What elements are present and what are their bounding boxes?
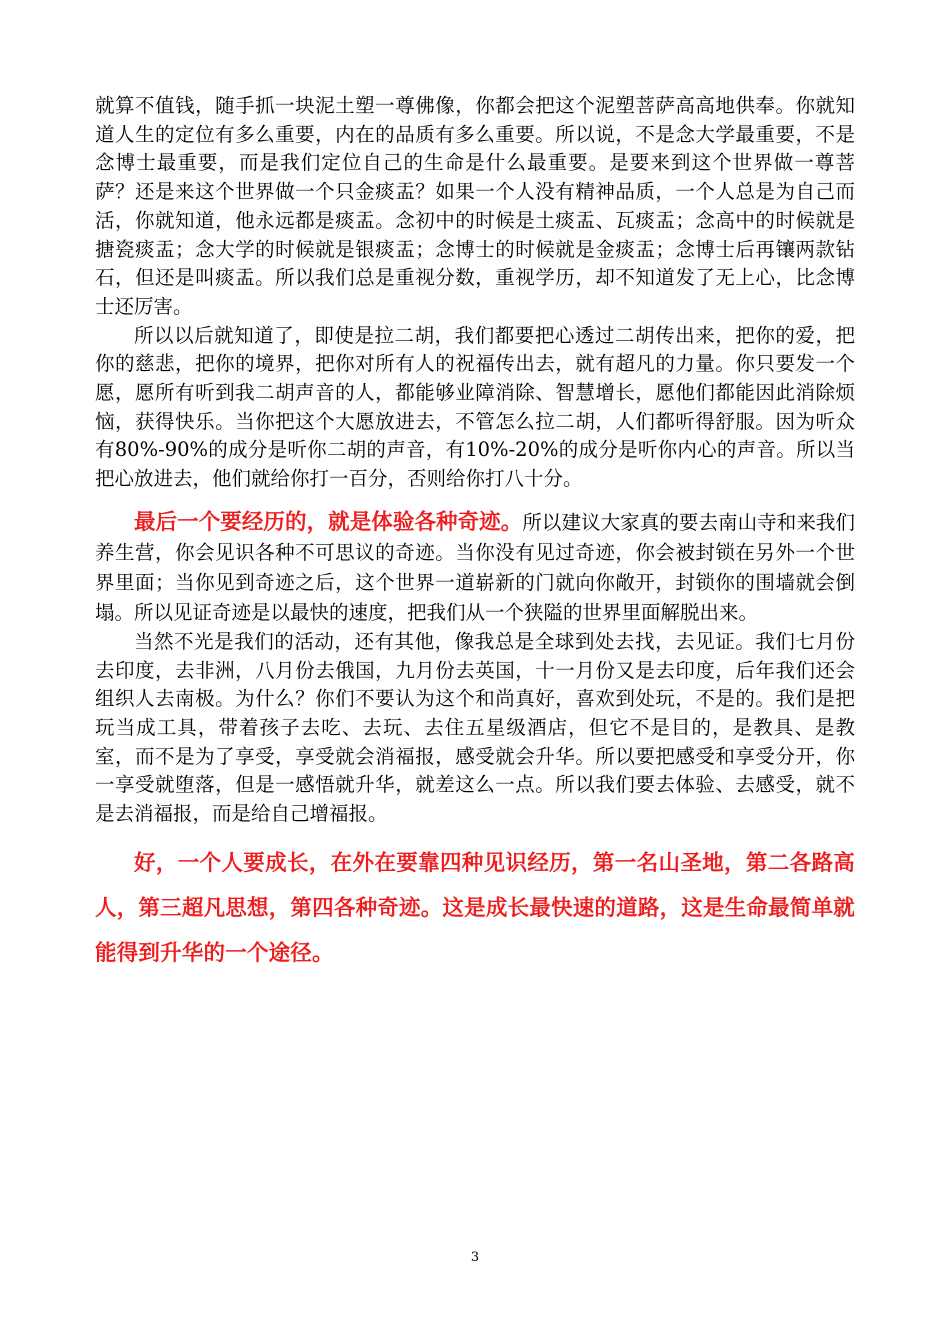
paragraph-erhu: 所以以后就知道了，即使是拉二胡，我们都要把心透过二胡传出来，把你的爱，把你的慈悲，把你的境界，把你对所有人的祝福传出去，就有超凡的力量。你只要发一个愿，愿所有听到我二胡声音的人，都能够业障消除、智慧增长，愿他们都能因此消除烦恼，获得快乐。当你把这个大愿放进去，不管怎么拉二胡，人们都听得舒服。因为听众有80%-90%的成分是听你二胡的声音，有10%-20%的成分是听你内心的声音。所以当把心放进去，他们就给你打一百分，否则给你打八十分。 — [95, 323, 855, 491]
paragraph-miracles-text: 所以建议大家真的要去南山寺和来我们养生营，你会见识各种不可思议的奇迹。当你没有见过奇迹，你会被封锁在另外一个世界里面；当你见到奇迹之后，这个世界一道崭新的门就向你敞开，封锁你的围墙就会倒塌。所以见证奇迹是以最快的速度，把我们从一个狭隘的世界里面解脱出来。 — [95, 510, 855, 624]
paragraph-travel: 当然不光是我们的活动，还有其他，像我总是全球到处去找，去见证。我们七月份去印度，去非洲，八月份去俄国，九月份去英国，十一月份又是去印度，后年我们还会组织人去南极。为什么？你们不要认为这个和尚真好，喜欢到处玩，不是的。我们是把玩当成工具，带着孩子去吃、去玩、去住五星级酒店，但它不是目的，是教具、是教室，而不是为了享受，享受就会消福报，感受就会升华。所以要把感受和享受分开，你一享受就堕落，但是一感悟就升华，就差这么一点。所以我们要去体验、去感受，就不是去消福报，而是给自己增福报。 — [95, 629, 855, 826]
paragraph-miracles — [95, 508, 855, 628]
paragraph-buddha-statue: 就算不值钱，随手抓一块泥土塑一尊佛像，你都会把这个泥塑菩萨高高地供奉。你就知道人生的定位有多么重要，内在的品质有多么重要。所以说，不是念大学最重要，不是念博士最重要，而是我们定位自己的生命是什么最重要。是要来到这个世界做一尊菩萨？还是来这个世界做一个只金痰盂？如果一个人没有精神品质，一个人总是为自己而活，你就知道，他永远都是痰盂。念初中的时候是土痰盂、瓦痰盂；念高中的时候就是搪瓷痰盂；念大学的时候就是银痰盂；念博士的时候就是金痰盂；念博士后再镶两款钻石，但还是叫痰盂。所以我们总是重视分数，重视学历，却不知道发了无上心，比念博士还厉害。 — [95, 94, 855, 318]
highlight-miracles-heading: 最后一个要经历的，就是体验各种奇迹。 — [134, 509, 523, 535]
paragraph-conclusion-highlight: 好，一个人要成长，在外在要靠四种见识经历，第一名山圣地，第二各路高人，第三超凡思想，第四各种奇迹。这是成长最快速的道路，这是生命最简单就能得到升华的一个途径。 — [95, 850, 855, 966]
page-number: 3 — [470, 1250, 480, 1265]
document-body — [95, 92, 855, 976]
